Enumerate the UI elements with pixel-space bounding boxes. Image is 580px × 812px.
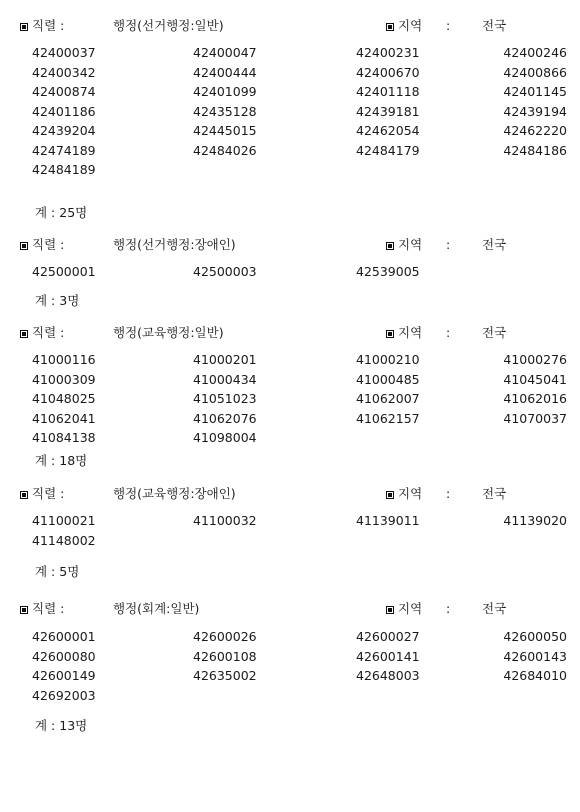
- jikryeol-label: 직렬 :: [20, 600, 64, 618]
- exam-number: 42500001: [32, 264, 96, 279]
- section-total: [35, 451, 87, 470]
- number-row: [0, 647, 580, 667]
- exam-number: 42600026: [193, 629, 257, 644]
- exam-number: 41100021: [32, 513, 96, 528]
- region-label: 지역: [386, 600, 422, 618]
- total-count: 5명: [59, 564, 80, 579]
- exam-number: 41045041: [503, 371, 567, 387]
- exam-number: 42439181: [356, 103, 420, 119]
- exam-number: 42600050: [503, 629, 567, 644]
- region-label: 지역: [386, 17, 422, 35]
- exam-number: 42684010: [503, 668, 567, 683]
- region-colon: :: [446, 486, 451, 501]
- exam-number: 42500003: [193, 264, 257, 279]
- jikryeol-label: 직렬 :: [20, 236, 64, 254]
- exam-number: 42400037: [32, 45, 96, 60]
- category-value: 행정(선거행정:일반): [113, 18, 224, 33]
- number-row: [0, 262, 580, 282]
- number-row: [0, 627, 580, 647]
- region-colon: :: [446, 601, 451, 616]
- exam-number: 42400670: [356, 64, 420, 80]
- jikryeol-label: 직렬 :: [20, 324, 64, 342]
- exam-number: 42400874: [32, 84, 96, 99]
- number-row: [0, 686, 580, 706]
- exam-number: 41000434: [193, 371, 257, 387]
- region-colon: :: [446, 237, 451, 252]
- exam-number: 42400342: [32, 64, 96, 80]
- exam-number: 42435128: [193, 103, 257, 119]
- section-header: [0, 600, 580, 618]
- exam-number: 41000210: [356, 352, 420, 367]
- exam-number: 41048025: [32, 391, 96, 406]
- exam-number: 41062157: [356, 410, 420, 426]
- exam-number: 42484189: [32, 162, 96, 177]
- number-row: [0, 511, 580, 531]
- exam-number: 41051023: [193, 391, 257, 406]
- section-header: [0, 485, 580, 503]
- exam-number: 42400866: [503, 64, 567, 80]
- exam-number: 42600141: [356, 648, 420, 664]
- exam-number: 42635002: [193, 668, 257, 683]
- square-bullet-icon: [386, 491, 394, 499]
- category-value: 행정(교육행정:일반): [113, 325, 224, 340]
- section-total: [35, 562, 79, 581]
- jikryeol-label: 직렬 :: [20, 17, 64, 35]
- exam-number: 41062007: [356, 391, 420, 406]
- exam-number: 42400047: [193, 45, 257, 60]
- exam-number: 42600108: [193, 648, 257, 664]
- section-header: [0, 17, 580, 35]
- number-row: [0, 82, 580, 102]
- region-label: 지역: [386, 324, 422, 342]
- exam-number: 42600027: [356, 629, 420, 644]
- exam-number: 42600149: [32, 668, 96, 683]
- exam-number: 41000116: [32, 352, 96, 367]
- category-value: 행정(선거행정:장애인): [113, 237, 236, 252]
- region-colon: :: [446, 18, 451, 33]
- exam-number: 42600001: [32, 629, 96, 644]
- total-label: 계 :: [35, 205, 56, 220]
- total-count: 13명: [59, 718, 88, 733]
- region-value: 전국: [482, 601, 507, 616]
- square-bullet-icon: [386, 606, 394, 614]
- exam-number: 42401145: [503, 84, 567, 99]
- total-count: 3명: [59, 293, 80, 308]
- exam-number: 42484186: [503, 142, 567, 158]
- exam-number: 42539005: [356, 264, 420, 279]
- exam-number: 42484026: [193, 142, 257, 158]
- exam-number-list: [0, 511, 580, 550]
- number-row: [0, 102, 580, 122]
- number-row: [0, 370, 580, 390]
- number-row: [0, 531, 580, 551]
- exam-number: 41139020: [503, 513, 567, 528]
- square-bullet-icon: [20, 491, 28, 499]
- number-row: [0, 409, 580, 429]
- category-value: 행정(회계:일반): [113, 601, 200, 616]
- exam-number: 42400444: [193, 64, 257, 80]
- number-row: [0, 428, 580, 448]
- number-row: [0, 43, 580, 63]
- result-section: [0, 600, 580, 733]
- exam-number: 42400246: [503, 45, 567, 60]
- square-bullet-icon: [20, 23, 28, 31]
- number-row: [0, 160, 580, 180]
- exam-number: 41148002: [32, 532, 96, 548]
- square-bullet-icon: [386, 242, 394, 250]
- exam-number: 42600143: [503, 648, 567, 664]
- square-bullet-icon: [386, 23, 394, 31]
- region-colon: :: [446, 325, 451, 340]
- square-bullet-icon: [20, 242, 28, 250]
- section-header: [0, 236, 580, 254]
- square-bullet-icon: [20, 606, 28, 614]
- exam-number: 41100032: [193, 513, 257, 528]
- section-header: [0, 324, 580, 342]
- exam-number: 41000276: [503, 352, 567, 367]
- exam-number: 42474189: [32, 142, 96, 158]
- exam-number: 41062041: [32, 410, 96, 426]
- exam-number: 42401118: [356, 84, 420, 99]
- section-total: [35, 716, 87, 735]
- exam-number: 41000485: [356, 371, 420, 387]
- number-row: [0, 666, 580, 686]
- exam-number-list: [0, 350, 580, 448]
- exam-number: 42600080: [32, 648, 96, 664]
- exam-number: 41000201: [193, 352, 257, 367]
- exam-number: 42445015: [193, 123, 257, 138]
- jikryeol-label: 직렬 :: [20, 485, 64, 503]
- exam-number-list: [0, 43, 580, 180]
- exam-number: 42462220: [503, 123, 567, 138]
- result-section: [0, 17, 580, 220]
- total-label: 계 :: [35, 718, 56, 733]
- result-section: [0, 485, 580, 579]
- section-total: [35, 291, 79, 310]
- total-label: 계 :: [35, 453, 56, 468]
- exam-number: 41070037: [503, 410, 567, 426]
- region-value: 전국: [482, 486, 507, 501]
- exam-number: 41098004: [193, 430, 257, 445]
- region-value: 전국: [482, 237, 507, 252]
- region-label: 지역: [386, 236, 422, 254]
- exam-number: 42484179: [356, 142, 420, 158]
- exam-number: 41062076: [193, 410, 257, 426]
- exam-number: 42648003: [356, 668, 420, 683]
- exam-number: 42401099: [193, 84, 257, 99]
- number-row: [0, 389, 580, 409]
- exam-number: 42400231: [356, 45, 420, 60]
- exam-number: 42401186: [32, 103, 96, 119]
- total-count: 25명: [59, 205, 88, 220]
- number-row: [0, 63, 580, 83]
- exam-number-list: [0, 262, 580, 282]
- total-count: 18명: [59, 453, 88, 468]
- exam-number: 42462054: [356, 123, 420, 138]
- region-value: 전국: [482, 18, 507, 33]
- total-label: 계 :: [35, 293, 56, 308]
- total-label: 계 :: [35, 564, 56, 579]
- result-section: [0, 236, 580, 308]
- category-value: 행정(교육행정:장애인): [113, 486, 236, 501]
- number-row: [0, 121, 580, 141]
- number-row: [0, 350, 580, 370]
- region-label: 지역: [386, 485, 422, 503]
- square-bullet-icon: [20, 330, 28, 338]
- exam-number: 41062016: [503, 391, 567, 406]
- exam-number: 41000309: [32, 371, 96, 387]
- region-value: 전국: [482, 325, 507, 340]
- result-section: [0, 324, 580, 468]
- number-row: [0, 141, 580, 161]
- square-bullet-icon: [386, 330, 394, 338]
- exam-number-list: [0, 627, 580, 705]
- exam-number: 41084138: [32, 430, 96, 445]
- exam-number: 41139011: [356, 513, 420, 528]
- exam-number: 42439194: [503, 103, 567, 119]
- exam-number: 42692003: [32, 687, 96, 703]
- exam-number: 42439204: [32, 123, 96, 138]
- section-total: [35, 203, 87, 222]
